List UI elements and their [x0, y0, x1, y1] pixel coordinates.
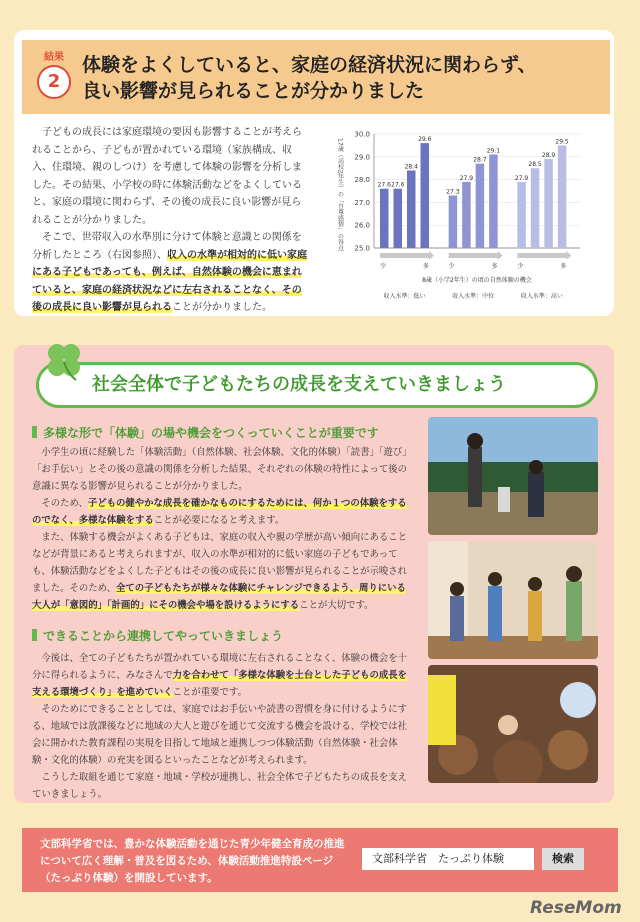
y-tick-label: 25.0: [354, 244, 370, 253]
result-para2: [32, 229, 310, 317]
data-label: 28.5: [528, 161, 542, 169]
society-body1: [32, 444, 410, 614]
subheading-marker: [32, 426, 37, 438]
data-label: 27.6: [391, 181, 405, 189]
subheading-text: できることから連携してやっていきましょう: [43, 629, 284, 643]
photo-leaf-pile: [428, 665, 598, 783]
footer-text: 文部科学省では、豊かな体験活動を通じた青少年健全育成の推進について広く理解・普及を図るため、体験活動推進特設ページ（たっぷり体験）を開設しています。: [40, 838, 345, 884]
subheading-diverse-experiences: [32, 424, 379, 441]
y-tick-label: 26.0: [354, 221, 370, 230]
p4-pre: 今後は、全ての子どもたちが置かれている環境に左右されることなく、体験の機会を十分に得られるように、みなさんで: [32, 653, 407, 681]
bar: [558, 145, 567, 248]
bar: [407, 170, 416, 248]
photo-indoor-play: [428, 541, 598, 659]
society-p3: [32, 529, 410, 614]
arrow-low-label: 少: [380, 263, 387, 270]
resemom-logo: ReseMom: [530, 898, 622, 918]
data-label: 28.9: [541, 152, 556, 160]
y-tick-label: 27.0: [354, 198, 370, 207]
arrow-bar: [380, 253, 429, 258]
arrow-head: [498, 251, 503, 260]
data-label: 29.6: [418, 136, 432, 144]
photo-outdoor-planting: [428, 417, 598, 535]
result-para2-post: ことが分かりました。: [172, 302, 272, 313]
group-label: 収入水準：中位: [452, 293, 495, 300]
result-para1: 子どもの成長には家庭環境の要因も影響することが考えられることから、子どもが置かれている環境（家族構成、収入、住環境、親のしつけ）を考慮して体験の影響を分析しました。その結果、小学校の時に体験活動などをよくしていると、家庭の環境に関わらず、その後の成長に良い影響が見られることが分かりました。: [32, 127, 302, 226]
society-p4: [32, 650, 410, 701]
arrow-high-label: 多: [491, 263, 498, 270]
bar: [462, 182, 471, 248]
subheading-cooperation: [32, 627, 283, 644]
result-para2-highlight: 収入の水準が相対的に低い家庭にある子どもであっても、例えば、自然体験の機会に恵まれていると、家庭の経済状況などに左右されることなく、その後の成長に良い影響が見られる: [32, 249, 307, 313]
arrow-head: [429, 251, 434, 260]
group-label: 収入水準：高い: [520, 293, 563, 300]
arrow-low-label: 少: [517, 263, 524, 270]
y-tick-label: 29.0: [354, 153, 370, 162]
data-label: 27.3: [446, 188, 460, 196]
p2-pre: そのため、: [41, 498, 88, 509]
p2-highlight: 子どもの健やかな成長を確かなものにするためには、何か１つの体験をするのでなく、多様な体験をする: [32, 498, 407, 526]
data-label: 28.7: [473, 156, 487, 164]
arrow-high-label: 多: [560, 263, 567, 270]
result-body: [32, 124, 310, 317]
clover-icon: [42, 338, 86, 382]
group-label: 収入水準：低い: [383, 293, 426, 300]
society-p1: 小学生の頃に経験した「体験活動」（自然体験、社会体験、文化的体験）「読書」「遊び」「お手伝い」とその後の意識の関係を分析した結果、それぞれの体験の特性によって後の意識に異なる影響が見られることが分かりました。: [32, 447, 408, 492]
p3-highlight: 全ての子どもたちが様々な体験にチャレンジできるよう、周りにいる大人が「意図的」「計画的」にその機会や場を設けるようにする: [32, 583, 406, 611]
result-title-line2: 良い影響が見られることが分かりました: [82, 80, 425, 102]
subheading-marker: [32, 629, 37, 641]
p2-post: ことが必要になると考えます。: [153, 515, 285, 526]
badge-number: 2: [37, 65, 71, 99]
arrow-high-label: 多: [422, 263, 429, 270]
result-para2-pre: そこで、世帯収入の水準別に分けて体験と意識との関係を分析したところ（右図参照）、: [32, 232, 302, 261]
result-title-line1: 体験をよくしていると、家庭の経済状況に関わらず、: [82, 54, 537, 76]
result-header: [22, 40, 610, 114]
bar: [380, 189, 389, 248]
subheading-text: 多様な形で「体験」の場や機会をつくっていくことが重要です: [43, 426, 379, 440]
x-axis-label: 8歳（小学2年生）の頃の自然体験の機会: [422, 277, 532, 284]
y-tick-label: 30.0: [354, 130, 370, 139]
society-p5: そのためにできることとしては、家庭ではお手伝いや読書の習慣を身に付けるようにする、地域では放課後などに地域の大人と遊びを通じて交流する機会を設ける、学校では社会に開かれた教育課程の実現を目指して地域と連携しつつ体験活動（自然体験・社会体験・文化的体験）の充実を図るといったことなどが考えられます。: [32, 704, 408, 766]
arrow-bar: [449, 253, 498, 258]
bar: [394, 189, 403, 248]
search-input[interactable]: 文部科学省 たっぷり体験: [362, 848, 534, 870]
bar: [449, 196, 458, 248]
society-p6: こうした取組を通じて家庭・地域・学校が連携し、社会全体で子どもたちの成長を支えていきましょう。: [32, 772, 408, 800]
p3-pre: また、体験する機会がよくある子どもは、家庭の収入や親の学歴が高い傾向にあることなどが背景にあると考えられますが、収入の水準が相対的に低い家庭の子どもであっても、体験活動などをよくした子どもはその後の成長に良い影響が見られることが示唆されました。そのため、: [32, 532, 408, 594]
p4-highlight: 力を合わせて「多様な体験を土台とした子どもの成長を支える環境づくり」を進めていく: [32, 670, 408, 698]
arrow-head: [566, 251, 571, 260]
p3-post: ことが大切です。: [299, 600, 374, 611]
bar: [531, 168, 540, 248]
arrow-bar: [517, 253, 566, 258]
bar: [517, 182, 526, 248]
bar: [544, 159, 553, 248]
arrow-low-label: 少: [448, 263, 455, 270]
self-esteem-bar-chart: [330, 126, 590, 306]
p4-post: ことが重要です。: [172, 687, 247, 698]
bar: [489, 155, 498, 248]
data-label: 29.5: [555, 138, 569, 146]
result-badge: [32, 48, 76, 99]
search-button[interactable]: 検索: [542, 848, 584, 870]
society-body2: [32, 650, 410, 803]
badge-label: 結果: [44, 52, 64, 63]
data-label: 29.1: [486, 147, 501, 155]
society-banner-title: 社会全体で子どもたちの成長を支えていきましょう: [92, 374, 506, 395]
data-label: 27.6: [377, 181, 391, 189]
bar: [421, 143, 430, 248]
data-label: 27.9: [514, 174, 529, 182]
data-label: 27.9: [459, 174, 474, 182]
y-axis-label: 17歳（高校2年生）の「自尊感情」の得点: [336, 138, 344, 252]
y-tick-label: 28.0: [354, 176, 370, 185]
result-title: [82, 52, 592, 104]
data-label: 28.4: [404, 163, 418, 171]
society-p2: [32, 495, 410, 529]
bar: [476, 164, 485, 248]
